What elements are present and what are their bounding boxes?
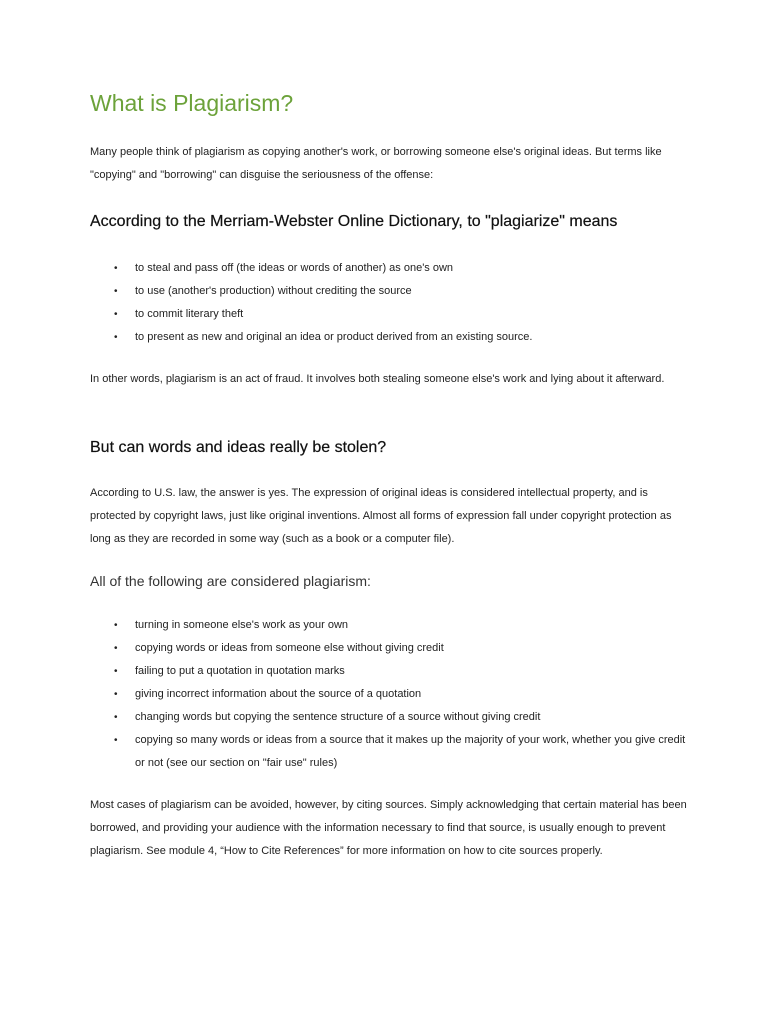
- list-item-text: to use (another's production) without crediting the source: [135, 285, 412, 297]
- plagiarism-list: [90, 614, 690, 775]
- list-item: [90, 637, 690, 660]
- bullet-icon: •: [114, 689, 118, 700]
- list-item: [90, 729, 690, 775]
- bullet-icon: •: [114, 332, 118, 343]
- bullet-icon: •: [114, 309, 118, 320]
- list-item: [90, 706, 690, 729]
- list-item-text: failing to put a quotation in quotation marks: [135, 665, 345, 677]
- closing-paragraph: Most cases of plagiarism can be avoided, however, by citing sources. Simply acknowledging that certain material has been borrowed, and providing your audience with the information necessary to find that source, is usually enough to prevent plagiarism. See module 4, “How to Cite References” for more information on how to cite sources properly.: [90, 799, 687, 857]
- stolen-heading: But can words and ideas really be stolen?: [90, 439, 387, 456]
- page-title: What is Plagiarism?: [90, 90, 294, 116]
- bullet-icon: •: [114, 666, 118, 677]
- bullet-icon: •: [114, 735, 118, 746]
- definition-heading: According to the Merriam-Webster Online Dictionary, to "plagiarize" means: [90, 213, 618, 230]
- list-item-text: copying so many words or ideas from a source that it makes up the majority of your work, whether you give credit or not (see our section on "fair use" rules): [135, 734, 686, 769]
- list-item: [90, 660, 690, 683]
- list-item-text: turning in someone else's work as your own: [135, 619, 349, 631]
- bullet-icon: •: [114, 643, 118, 654]
- list-item-text: to commit literary theft: [135, 308, 244, 320]
- bullet-icon: •: [114, 620, 118, 631]
- list-item-text: giving incorrect information about the source of a quotation: [135, 688, 422, 700]
- plagiarism-list-heading: All of the following are considered plagiarism:: [90, 573, 371, 589]
- list-item: [90, 683, 690, 706]
- bullet-icon: •: [114, 712, 118, 723]
- list-item: [90, 303, 690, 326]
- bullet-icon: •: [114, 286, 118, 297]
- fraud-paragraph: In other words, plagiarism is an act of fraud. It involves both stealing someone else's work and lying about it afterward.: [90, 373, 665, 385]
- bullet-icon: •: [114, 263, 118, 274]
- list-item: [90, 280, 690, 303]
- list-item: [90, 614, 690, 637]
- list-item-text: copying words or ideas from someone else without giving credit: [135, 642, 444, 654]
- list-item-text: to present as new and original an idea or product derived from an existing source.: [135, 331, 533, 343]
- intro-paragraph: Many people think of plagiarism as copying another's work, or borrowing someone else's original ideas. But terms like "copying" and "borrowing" can disguise the seriousness of the offense:: [90, 146, 662, 181]
- list-item-text: changing words but copying the sentence structure of a source without giving credit: [135, 711, 541, 723]
- definition-list: [90, 257, 690, 349]
- list-item-text: to steal and pass off (the ideas or words of another) as one's own: [135, 262, 454, 274]
- list-item: [90, 326, 690, 349]
- law-paragraph: According to U.S. law, the answer is yes. The expression of original ideas is considered intellectual property, and is protected by copyright laws, just like original inventions. Almost all forms of expression fall under copyright protection as long as they are recorded in some way (such as a book or a computer file).: [90, 487, 672, 545]
- list-item: [90, 257, 690, 280]
